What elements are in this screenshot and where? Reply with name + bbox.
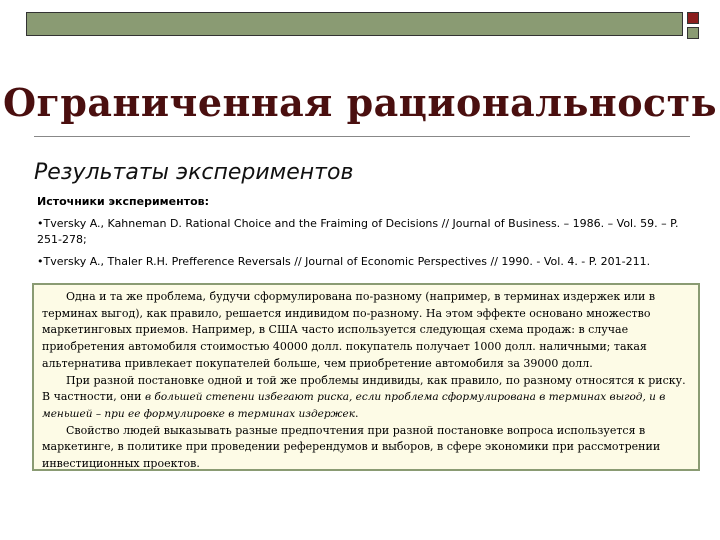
source-item: •Tversky A., Thaler R.H. Prefference Reversals // Journal of Economic Perspectives // 1990. - Vol. 4. - P. 201-211. [37,255,651,268]
header-decor-bar [26,12,683,36]
title-divider [34,136,690,137]
experiment-results-textbox [32,283,700,471]
slide-title: Ограниченная рациональность [2,80,718,125]
sources-block [37,194,702,276]
paragraph-risk-emphasis: в большей степени избегают риска, если проблема сформулирована в терминах выгод, и в меньшей – при ее формулировке в терминах издержек [42,391,666,420]
paragraph-applications: Свойство людей выказывать разные предпочтения при разной постановке вопроса используется в маркетинге, в политике при проведении референдумов и выборов, в сфере экономики при рассмотрении инвестиционных проектов. [42,423,661,471]
paragraph-risk-attitude [42,373,692,423]
paragraph-risk-end: . [354,406,359,420]
sources-heading: Источники экспериментов: [37,195,210,208]
decor-square-dark-red [687,12,699,24]
paragraph-risk-start: При разной постановке одной и той же проблемы индивиды, как правило, по разному относятся к риску. В частности, они [42,373,686,404]
source-item: •Tversky A., Kahneman D. Rational Choice and the Fraiming of Decisions // Journal of Business. – 1986. – Vol. 59. – P. 251-278; [37,217,679,246]
decor-square-olive [687,27,699,39]
slide-subtitle: Результаты экспериментов [34,160,354,185]
paragraph-framing-effect: Одна и та же проблема, будучи сформулирована по-разному (например, в терминах издержек или в терминах выгод), как правило, решается индивидом по-разному. На этом эффекте основано множество маркетинговых приемов. Например, в США часто используется следующая схема продаж: в случае приобретения автомобиля стоимостью 40000 долл. покупатель получает 1000 долл. наличными; такая альтернатива привлекает покупателей больше, чем приобретение автомобиля за 39000 долл. [42,290,656,370]
